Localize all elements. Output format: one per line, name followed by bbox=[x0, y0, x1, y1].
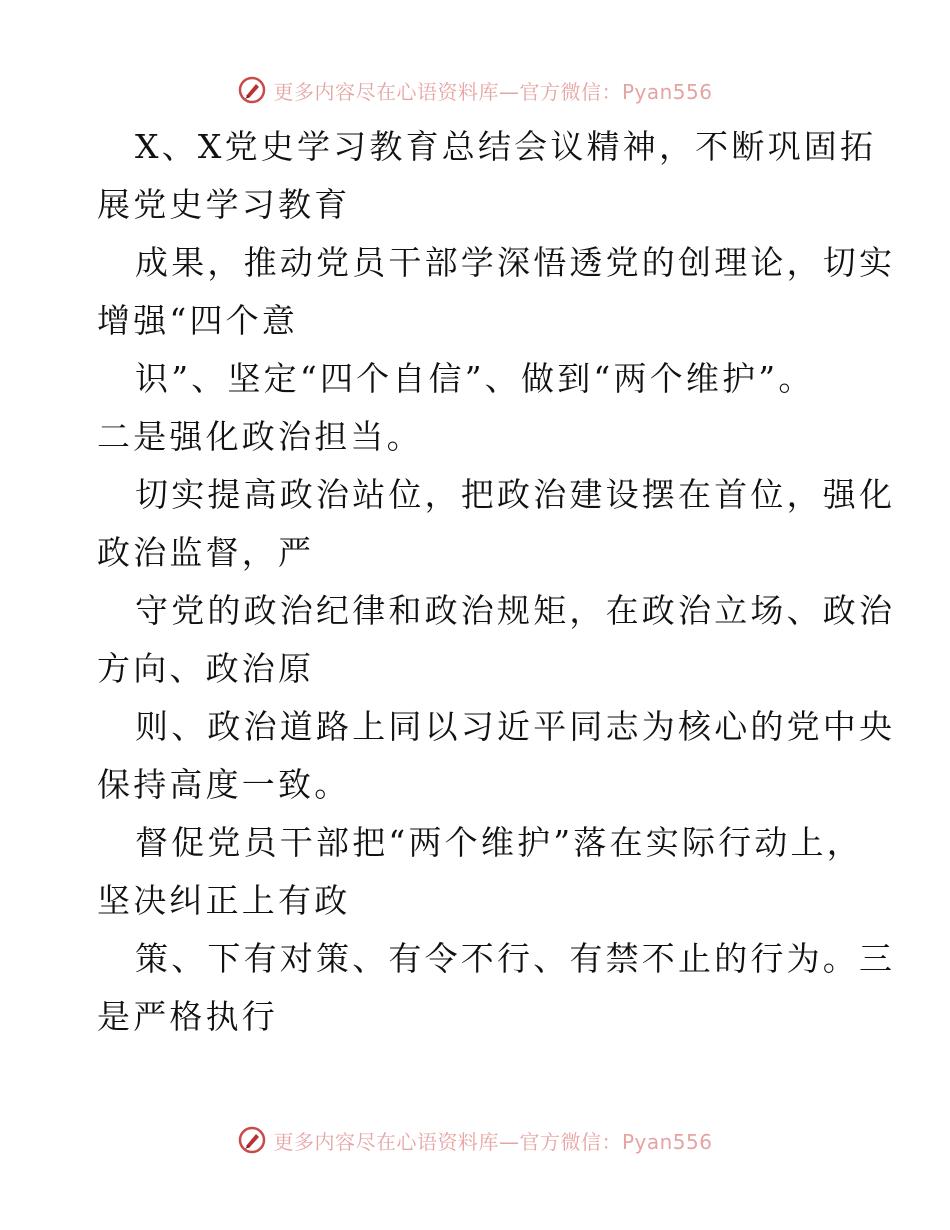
pen-nib-logo-icon bbox=[237, 1125, 267, 1155]
footer-watermark-text: 更多内容尽在心语资料库—官方微信：Pyan556 bbox=[273, 1129, 713, 1154]
pen-nib-logo-icon bbox=[237, 75, 267, 105]
body-line: 成果，推动党员干部学深悟透党的创理论，切实 bbox=[135, 243, 896, 282]
footer-watermark-banner bbox=[0, 1120, 950, 1160]
body-line: 二是强化政治担当。 bbox=[97, 417, 423, 456]
body-line: 守党的政治纪律和政治规矩，在政治立场、政治 bbox=[135, 591, 896, 630]
document-body bbox=[97, 118, 896, 1046]
body-line: 策、下有对策、有令不行、有禁不止的行为。三 bbox=[135, 939, 896, 978]
body-line: 展党史学习教育 bbox=[97, 185, 351, 224]
header-watermark-banner bbox=[0, 70, 950, 110]
header-watermark-text: 更多内容尽在心语资料库—官方微信：Pyan556 bbox=[273, 79, 713, 104]
body-line: 政治监督，严 bbox=[97, 533, 315, 572]
body-line: 坚决纠正上有政 bbox=[97, 881, 351, 920]
body-line: 方向、政治原 bbox=[97, 649, 315, 688]
body-line: 增强“四个意 bbox=[97, 301, 299, 340]
body-line: 督促党员干部把“两个维护”落在实际行动上， bbox=[135, 823, 863, 862]
body-line: 则、政治道路上同以习近平同志为核心的党中央 bbox=[135, 707, 896, 746]
body-line: 切实提高政治站位，把政治建设摆在首位，强化 bbox=[135, 475, 896, 514]
body-line: 识”、坚定“四个自信”、做到“两个维护”。 bbox=[135, 359, 815, 398]
body-line: 是严格执行 bbox=[97, 997, 278, 1036]
body-line: 保持高度一致。 bbox=[97, 765, 351, 804]
body-line: X、X党史学习教育总结会议精神，不断巩固拓 bbox=[135, 127, 877, 166]
